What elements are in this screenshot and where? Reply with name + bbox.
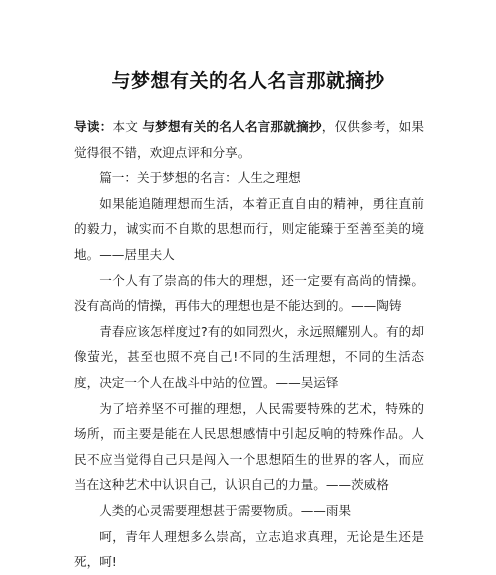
quote-paragraph: 如果能追随理想而生活，本着正直自由的精神，勇往直前的毅力，诚实而不自欺的思想而行，则定能臻于至善至美的境地。——居里夫人: [74, 195, 424, 262]
section-heading: 篇一：关于梦想的名言：人生之理想: [99, 170, 301, 186]
quote-paragraph: 一个人有了崇高的伟大的理想，还一定要有高尚的情操。没有高尚的情操，再伟大的理想也是不能达到的。——陶铸: [74, 272, 424, 314]
quote-paragraph: 为了培养坚不可摧的理想，人民需要特殊的艺术，特殊的场所，而主要是能在人民思想感情中引起反响的特殊作品。人民不应当觉得自己只是闯入一个思想陌生的世界的客人，而应当在这种艺术中认识自己，认识自己的力量。——茨威格: [74, 400, 424, 493]
quote-paragraph: 人类的心灵需要理想甚于需要物质。——雨果: [99, 502, 352, 518]
document-title: 与梦想有关的名人名言那就摘抄: [111, 70, 385, 92]
quote-paragraph: 青春应该怎样度过?有的如同烈火，永远照耀别人。有的却像萤光，甚至也照不亮自己!不同的生活理想，不同的生活态度，决定一个人在战斗中站的位置。——吴运铎: [74, 323, 424, 390]
intro-bold-title: 与梦想有关的名人名言那就摘抄: [142, 119, 322, 134]
intro-paragraph: [74, 114, 424, 165]
intro-text-after: ，仅供参考，如果觉得很不错，欢迎点评和分享。: [74, 119, 425, 160]
quote-paragraph: 呵，青年人理想多么崇高，立志追求真理，无论是生还是死，呵!: [74, 528, 424, 570]
intro-text-before: 本文: [112, 119, 143, 134]
document-body: [74, 114, 424, 575]
intro-label: 导读：: [74, 119, 113, 134]
